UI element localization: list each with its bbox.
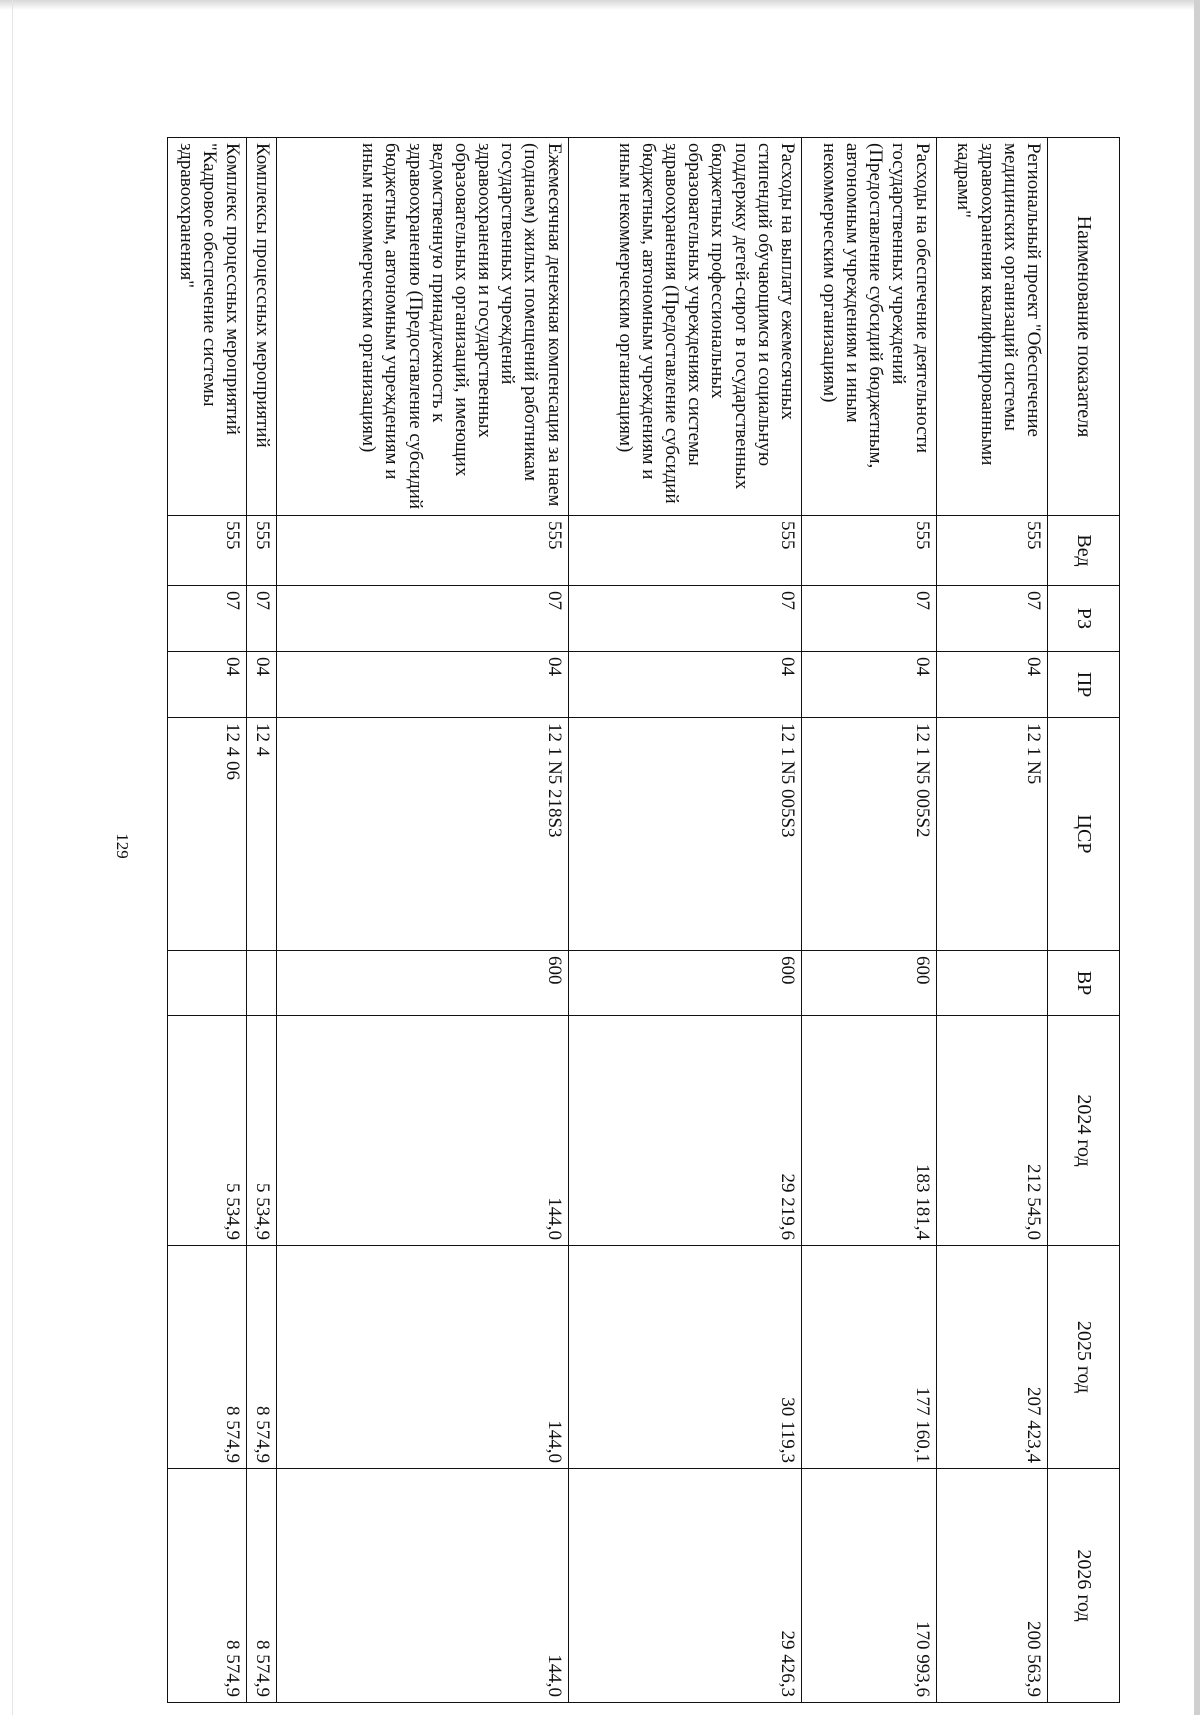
- row-pr: 04: [246, 652, 276, 718]
- budget-table: [167, 137, 1120, 1703]
- row-rz: 07: [246, 586, 276, 652]
- row-vr: 600: [568, 951, 801, 1016]
- row-vr: [168, 951, 247, 1016]
- row-name: Региональный проект "Обеспечение медицинских организаций системы здравоохранения квалифицированными кадрами": [936, 138, 1047, 516]
- header-csr: ЦСР: [1048, 718, 1120, 951]
- row-2025: 8 574,9: [168, 1246, 247, 1469]
- scan-edge-right: [1194, 0, 1200, 1715]
- table-row: [246, 138, 276, 1703]
- row-2025: 30 119,3: [568, 1246, 801, 1469]
- row-rz: 07: [936, 586, 1047, 652]
- row-2026: 29 426,3: [568, 1469, 801, 1703]
- row-pr: 04: [568, 652, 801, 718]
- row-vr: 600: [277, 951, 568, 1016]
- header-2026: 2026 год: [1048, 1469, 1120, 1703]
- header-2024: 2024 год: [1048, 1016, 1120, 1246]
- table-row: [277, 138, 568, 1703]
- row-rz: 07: [168, 586, 247, 652]
- row-ved: 555: [246, 516, 276, 586]
- header-pr: ПР: [1048, 652, 1120, 718]
- table-row: [168, 138, 247, 1703]
- page-number: 129: [113, 833, 132, 859]
- row-rz: 07: [802, 586, 937, 652]
- row-name: Комплексы процессных мероприятий: [246, 138, 276, 516]
- row-2025: 207 423,4: [936, 1246, 1047, 1469]
- header-vr: ВР: [1048, 951, 1120, 1016]
- header-2025: 2025 год: [1048, 1246, 1120, 1469]
- row-ved: 555: [568, 516, 801, 586]
- table-row: [568, 138, 801, 1703]
- row-pr: 04: [802, 652, 937, 718]
- table-row: [802, 138, 937, 1703]
- row-csr: 12 1 N5 005S3: [568, 718, 801, 951]
- row-2024: 183 181,4: [802, 1016, 937, 1246]
- scan-edge-left: [12, 0, 13, 1715]
- row-2024: 144,0: [277, 1016, 568, 1246]
- row-vr: [246, 951, 276, 1016]
- row-ved: 555: [802, 516, 937, 586]
- row-csr: 12 1 N5: [936, 718, 1047, 951]
- row-2025: 8 574,9: [246, 1246, 276, 1469]
- row-ved: 555: [277, 516, 568, 586]
- row-2024: 5 534,9: [168, 1016, 247, 1246]
- row-2026: 200 563,9: [936, 1469, 1047, 1703]
- header-rz: РЗ: [1048, 586, 1120, 652]
- row-name: Ежемесячная денежная компенсация за наем (поднаем) жилых помещений работникам государственных учреждений здравоохранения и государственных образовательных организаций, имеющих ведомственную принадлежность к здравоохранению (Предоставление субсидий бюджетным, автономным учреждениям и иным некоммерческим организациям): [277, 138, 568, 516]
- table-row: [936, 138, 1047, 1703]
- row-pr: 04: [936, 652, 1047, 718]
- row-2026: 8 574,9: [168, 1469, 247, 1703]
- header-name: Наименование показателя: [1048, 138, 1120, 516]
- table-header-row: [1048, 138, 1120, 1703]
- row-pr: 04: [277, 652, 568, 718]
- row-2026: 170 993,6: [802, 1469, 937, 1703]
- header-ved: Вед: [1048, 516, 1120, 586]
- row-name: Расходы на обеспечение деятельности государственных учреждений (Предоставление субсидий бюджетным, автономным учреждениям и иным некоммерческим организациям): [802, 138, 937, 516]
- row-vr: [936, 951, 1047, 1016]
- scan-edge-top: [0, 0, 1200, 10]
- row-csr: 12 4: [246, 718, 276, 951]
- budget-table-sheet: [167, 137, 1120, 1702]
- row-ved: 555: [168, 516, 247, 586]
- row-csr: 12 1 N5 218S3: [277, 718, 568, 951]
- row-2025: 144,0: [277, 1246, 568, 1469]
- row-2024: 29 219,6: [568, 1016, 801, 1246]
- row-ved: 555: [936, 516, 1047, 586]
- row-2024: 212 545,0: [936, 1016, 1047, 1246]
- row-2024: 5 534,9: [246, 1016, 276, 1246]
- row-2026: 144,0: [277, 1469, 568, 1703]
- row-csr: 12 4 06: [168, 718, 247, 951]
- row-rz: 07: [568, 586, 801, 652]
- row-pr: 04: [168, 652, 247, 718]
- row-rz: 07: [277, 586, 568, 652]
- row-2026: 8 574,9: [246, 1469, 276, 1703]
- row-csr: 12 1 N5 005S2: [802, 718, 937, 951]
- row-name: Комплекс процессных мероприятий "Кадровое обеспечение системы здравоохранения": [168, 138, 247, 516]
- row-name: Расходы на выплату ежемесячных стипендий обучающимся и социальную поддержку детей-сирот в государственных бюджетных профессиональных образовательных учреждениях системы здравоохранения (Предоставление субсидий бюджетным, автономным учреждениям и иным некоммерческим организациям): [568, 138, 801, 516]
- row-vr: 600: [802, 951, 937, 1016]
- row-2025: 177 160,1: [802, 1246, 937, 1469]
